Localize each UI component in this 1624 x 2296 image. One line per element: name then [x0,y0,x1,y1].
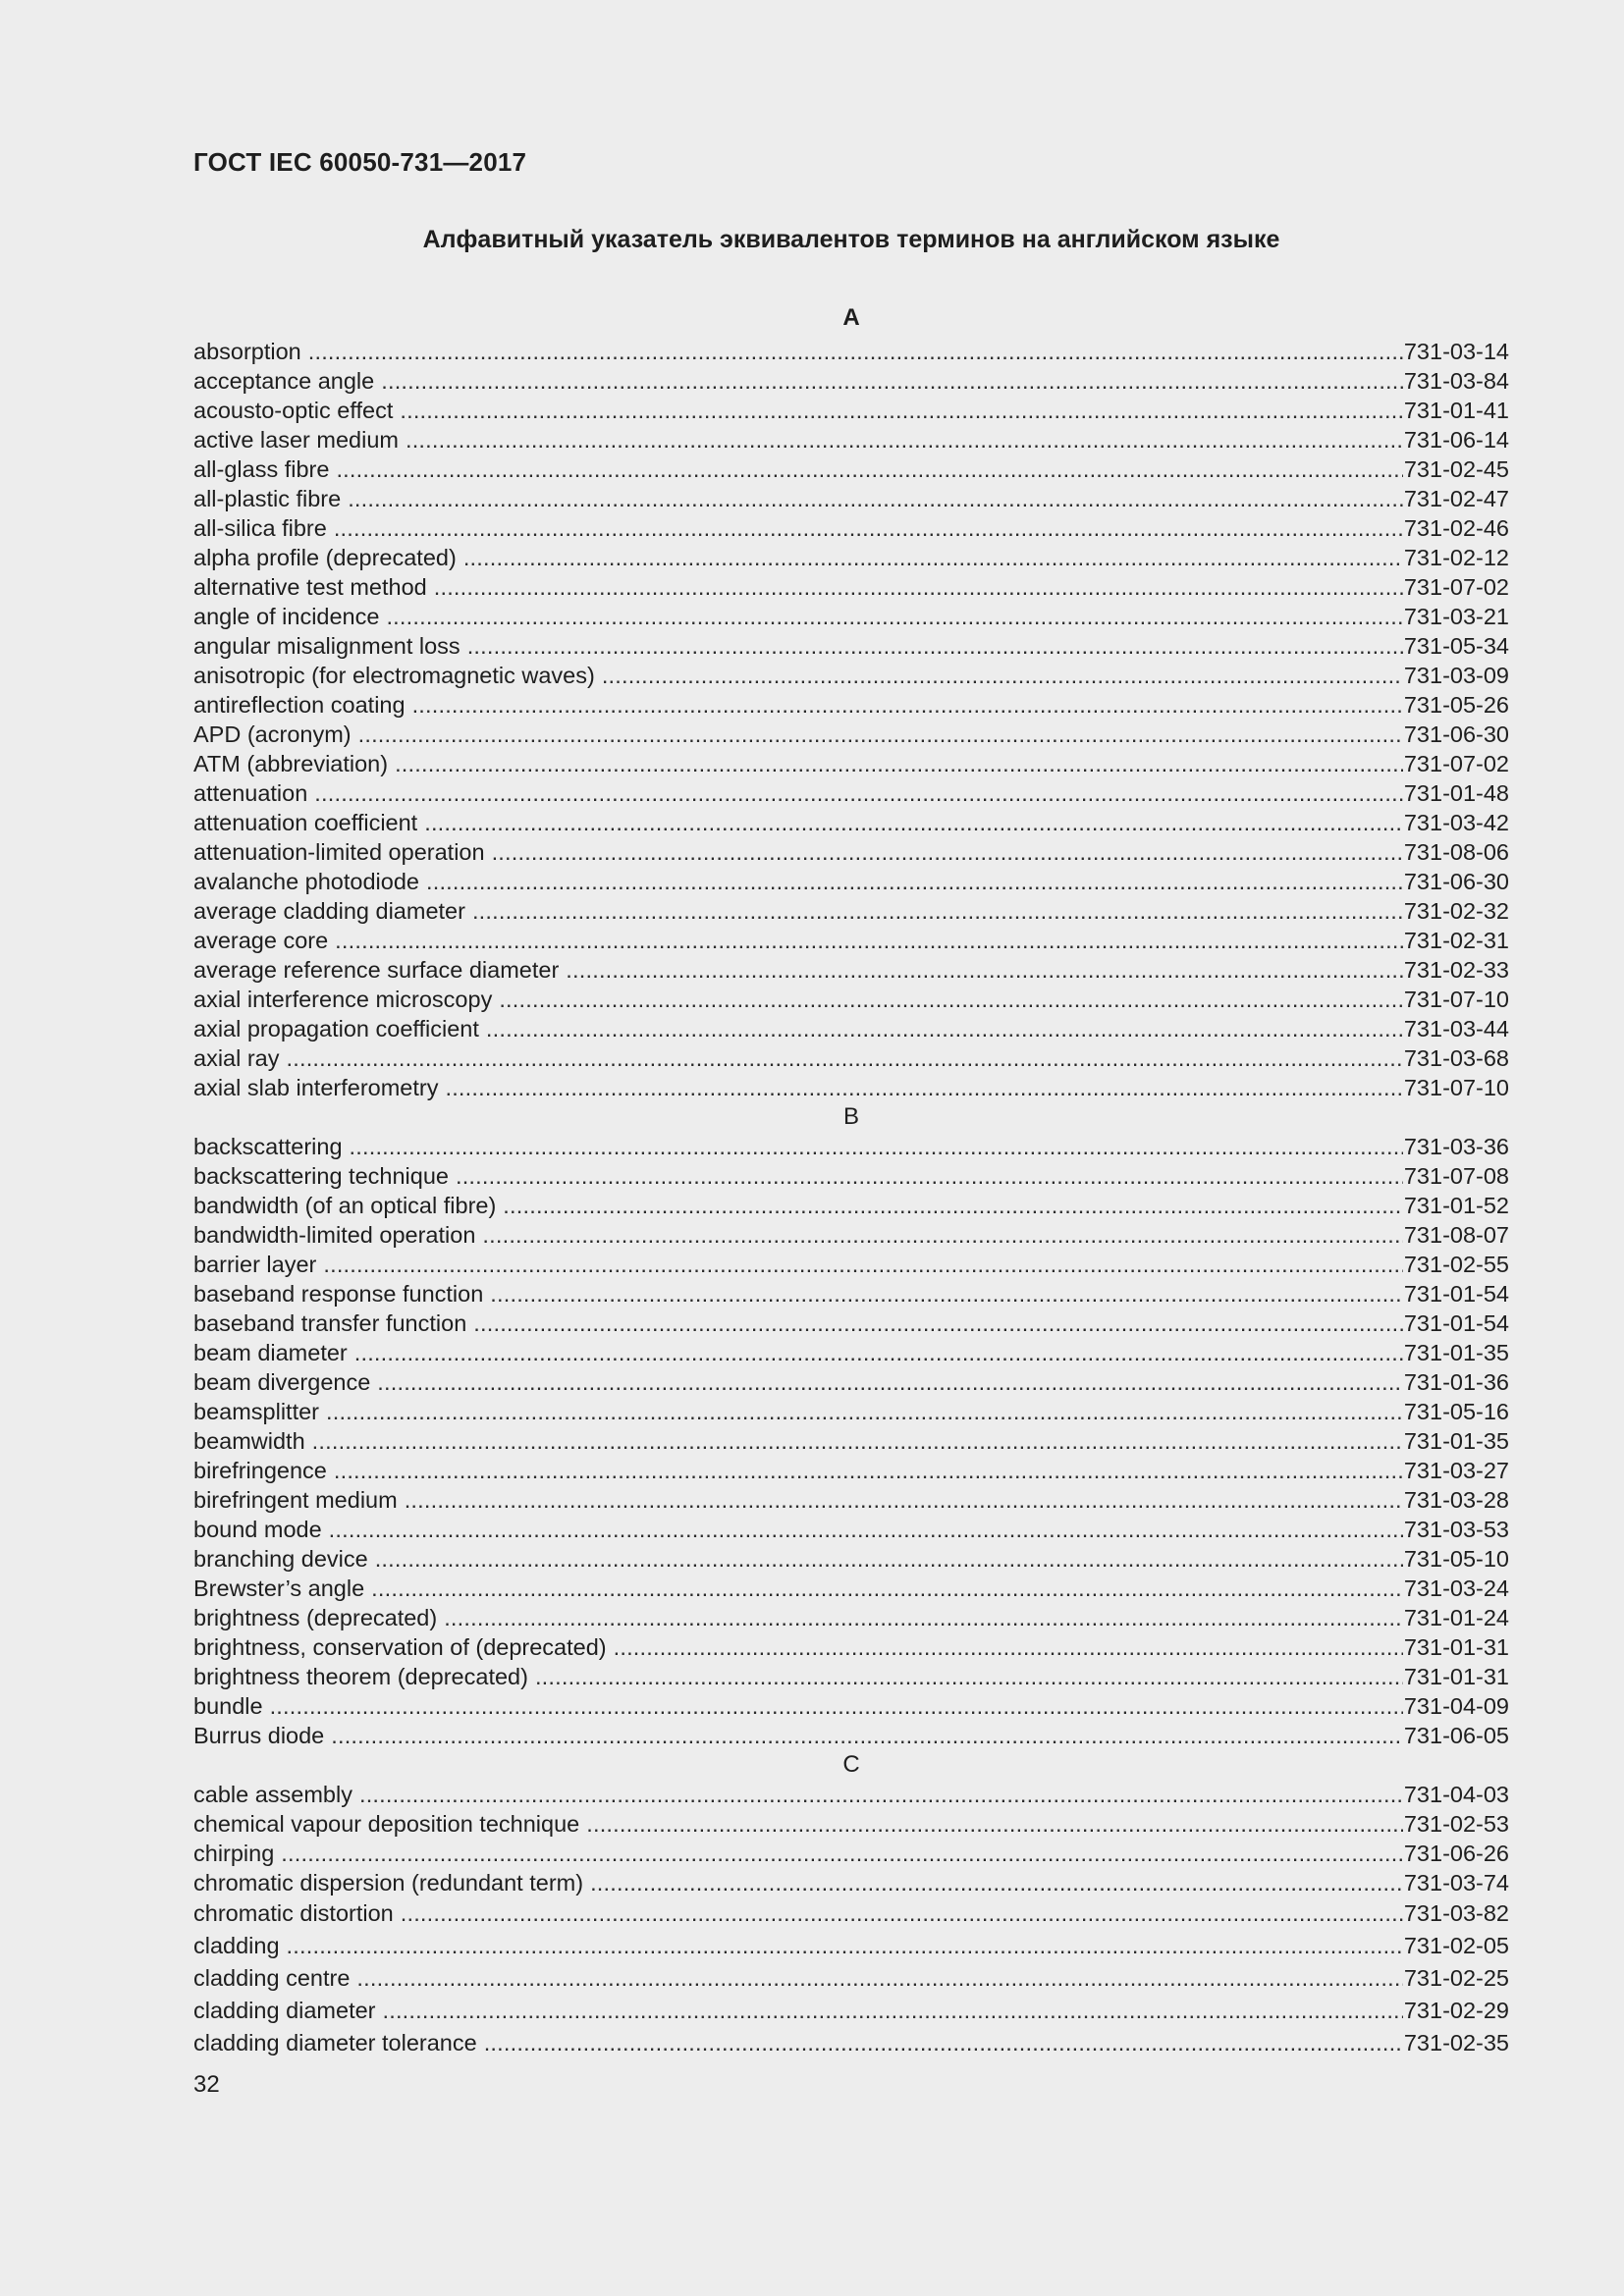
index-reference-number: 731-06-30 [1403,869,1509,894]
index-reference-number: 731-01-31 [1403,1634,1509,1660]
dot-leader [490,1279,1403,1308]
index-term: barrier layer [193,1252,317,1277]
dot-leader [395,749,1403,778]
index-reference-number: 731-05-16 [1403,1399,1509,1424]
index-term: axial slab interferometry [193,1075,439,1100]
index-entry [193,1962,1509,1995]
index-entry [193,1397,1509,1426]
index-reference-number: 731-02-31 [1403,928,1509,953]
index-reference-number: 731-06-14 [1403,427,1509,453]
index-reference-number: 731-01-54 [1403,1281,1509,1307]
dot-leader [473,1308,1403,1338]
index-term: average reference surface diameter [193,957,560,983]
letter-heading-a: A [842,304,860,331]
index-reference-number: 731-01-52 [1403,1193,1509,1218]
index-term: chromatic dispersion (redundant term) [193,1870,584,1896]
index-entry [193,778,1509,808]
dot-leader [602,661,1403,690]
dot-leader [314,778,1403,808]
index-term: axial propagation coefficient [193,1016,479,1041]
index-term: brightness theorem (deprecated) [193,1664,528,1689]
index-term: Burrus diode [193,1723,325,1748]
index-term: average core [193,928,329,953]
index-reference-number: 731-03-21 [1403,604,1509,629]
index-reference-number: 731-02-25 [1403,1965,1509,1991]
index-term: bandwidth (of an optical fibre) [193,1193,497,1218]
index-entry [193,1515,1509,1544]
index-term: active laser medium [193,427,399,453]
index-reference-number: 731-07-10 [1403,987,1509,1012]
index-entry [193,926,1509,955]
index-entry [193,1574,1509,1603]
index-term: bundle [193,1693,263,1719]
dot-leader [334,513,1403,543]
dot-leader [350,1132,1403,1161]
alphabetical-index [193,299,1509,2059]
dot-leader [359,1780,1403,1809]
index-reference-number: 731-08-07 [1403,1222,1509,1248]
index-term: Brewster’s angle [193,1575,365,1601]
index-entry [193,1995,1509,2027]
dot-leader [467,631,1403,661]
index-entry [193,1897,1509,1930]
index-reference-number: 731-06-05 [1403,1723,1509,1748]
index-entry [193,1868,1509,1897]
dot-leader [482,1220,1402,1250]
index-entry [193,631,1509,661]
index-reference-number: 731-03-28 [1403,1487,1509,1513]
index-entry [193,1250,1509,1279]
dot-leader [405,1485,1403,1515]
index-entry [193,1456,1509,1485]
dot-leader [503,1191,1403,1220]
index-entry [193,1220,1509,1250]
index-term: avalanche photodiode [193,869,419,894]
index-reference-number: 731-02-33 [1403,957,1509,983]
index-entry [193,543,1509,572]
index-term: baseband transfer function [193,1310,467,1336]
dot-leader [406,425,1403,454]
index-reference-number: 731-03-24 [1403,1575,1509,1601]
index-term: birefringent medium [193,1487,398,1513]
dot-leader [287,1043,1403,1073]
dot-leader [400,396,1403,425]
dot-leader [486,1014,1403,1043]
index-entry [193,1544,1509,1574]
dot-leader [270,1691,1403,1721]
index-term: cladding [193,1933,280,1958]
index-reference-number: 731-07-08 [1403,1163,1509,1189]
letter-heading-b: B [842,1103,859,1130]
index-title: Алфавитный указатель эквивалентов терминов на английском языке [422,226,1280,253]
dot-leader [472,896,1403,926]
index-term: baseband response function [193,1281,484,1307]
index-reference-number: 731-03-44 [1403,1016,1509,1041]
index-entry [193,808,1509,837]
index-reference-number: 731-02-32 [1403,898,1509,924]
dot-leader [412,690,1403,720]
index-term: brightness, conservation of (deprecated) [193,1634,607,1660]
index-reference-number: 731-06-30 [1403,721,1509,747]
dot-leader [348,484,1403,513]
index-reference-number: 731-07-10 [1403,1075,1509,1100]
index-entry [193,1632,1509,1662]
index-entry [193,1279,1509,1308]
dot-leader [386,602,1402,631]
index-term: beam diameter [193,1340,348,1365]
dot-leader [445,1073,1402,1102]
index-term: angle of incidence [193,604,380,629]
dot-leader [326,1397,1403,1426]
index-entry [193,749,1509,778]
index-entry [193,867,1509,896]
dot-leader [312,1426,1403,1456]
index-reference-number: 731-01-48 [1403,780,1509,806]
index-entry [193,1367,1509,1397]
dot-leader [331,1721,1403,1750]
index-term: ATM (abbreviation) [193,751,389,776]
dot-leader [377,1367,1403,1397]
index-term: acousto-optic effect [193,398,394,423]
index-entry [193,1721,1509,1750]
index-term: attenuation [193,780,308,806]
index-reference-number: 731-02-55 [1403,1252,1509,1277]
index-term: chromatic distortion [193,1900,394,1926]
index-entry [193,1809,1509,1839]
index-term: branching device [193,1546,368,1572]
index-term: backscattering [193,1134,343,1159]
index-term: absorption [193,339,301,364]
index-term: antireflection coating [193,692,406,718]
index-term: birefringence [193,1458,327,1483]
index-entry [193,1073,1509,1102]
index-entry [193,690,1509,720]
index-reference-number: 731-03-84 [1403,368,1509,394]
index-term: axial interference microscopy [193,987,493,1012]
index-entry [193,1191,1509,1220]
index-term: all-silica fibre [193,515,327,541]
index-term: chemical vapour deposition technique [193,1811,580,1837]
index-term: all-glass fibre [193,456,330,482]
index-reference-number: 731-02-12 [1403,545,1509,570]
index-entry [193,1780,1509,1809]
dot-leader [586,1809,1403,1839]
index-entry [193,1662,1509,1691]
dot-leader [287,1930,1403,1962]
index-entry [193,2027,1509,2059]
dot-leader [375,1544,1403,1574]
index-reference-number: 731-01-24 [1403,1605,1509,1630]
index-entry [193,896,1509,926]
dot-leader [590,1868,1403,1897]
dot-leader [354,1338,1403,1367]
index-reference-number: 731-07-02 [1403,574,1509,600]
index-reference-number: 731-05-10 [1403,1546,1509,1572]
index-entry [193,454,1509,484]
index-entry [193,661,1509,690]
index-reference-number: 731-03-74 [1403,1870,1509,1896]
index-reference-number: 731-01-54 [1403,1310,1509,1336]
index-term: alpha profile (deprecated) [193,545,457,570]
index-term: attenuation coefficient [193,810,418,835]
letter-heading-c: C [842,1751,860,1778]
index-term: angular misalignment loss [193,633,460,659]
index-term: alternative test method [193,574,427,600]
index-term: brightness (deprecated) [193,1605,438,1630]
dot-leader [336,454,1402,484]
index-term: beamwidth [193,1428,305,1454]
index-entry [193,720,1509,749]
dot-leader [323,1250,1402,1279]
index-entry [193,1338,1509,1367]
index-reference-number: 731-02-47 [1403,486,1509,511]
index-term: backscattering technique [193,1163,449,1189]
index-term: beam divergence [193,1369,371,1395]
index-reference-number: 731-04-03 [1403,1782,1509,1807]
index-reference-number: 731-03-68 [1403,1045,1509,1071]
dot-leader [281,1839,1403,1868]
index-term: attenuation-limited operation [193,839,485,865]
index-reference-number: 731-08-06 [1403,839,1509,865]
dot-leader [499,985,1403,1014]
index-reference-number: 731-03-27 [1403,1458,1509,1483]
index-entry [193,1603,1509,1632]
index-reference-number: 731-02-46 [1403,515,1509,541]
index-term: APD (acronym) [193,721,352,747]
dot-leader [434,572,1403,602]
dot-leader [456,1161,1403,1191]
index-term: cladding diameter tolerance [193,2030,477,2056]
index-reference-number: 731-01-36 [1403,1369,1509,1395]
index-reference-number: 731-01-35 [1403,1340,1509,1365]
index-entry [193,1132,1509,1161]
dot-leader [358,720,1403,749]
page-number: 32 [193,2071,220,2098]
index-term: bound mode [193,1517,322,1542]
index-entry [193,985,1509,1014]
index-reference-number: 731-03-42 [1403,810,1509,835]
index-reference-number: 731-02-29 [1403,1998,1509,2023]
dot-leader [371,1574,1403,1603]
index-reference-number: 731-01-35 [1403,1428,1509,1454]
dot-leader [383,1995,1403,2027]
index-reference-number: 731-05-26 [1403,692,1509,718]
index-entry [193,513,1509,543]
index-reference-number: 731-06-26 [1403,1841,1509,1866]
dot-leader [426,867,1403,896]
index-term: cladding centre [193,1965,351,1991]
index-term: cladding diameter [193,1998,376,2023]
index-entry [193,955,1509,985]
dot-leader [444,1603,1403,1632]
dot-leader [566,955,1403,985]
index-entry [193,602,1509,631]
index-entry [193,837,1509,867]
index-reference-number: 731-03-36 [1403,1134,1509,1159]
index-entry [193,1161,1509,1191]
index-entry [193,1839,1509,1868]
index-entry [193,366,1509,396]
dot-leader [329,1515,1403,1544]
dot-leader [463,543,1403,572]
index-term: bandwidth-limited operation [193,1222,476,1248]
index-entry [193,337,1509,366]
index-term: average cladding diameter [193,898,465,924]
index-reference-number: 731-03-14 [1403,339,1509,364]
dot-leader [401,1897,1403,1930]
index-entry [193,1308,1509,1338]
index-reference-number: 731-05-34 [1403,633,1509,659]
index-entry [193,1426,1509,1456]
index-reference-number: 731-04-09 [1403,1693,1509,1719]
index-term: beamsplitter [193,1399,319,1424]
index-entry [193,396,1509,425]
dot-leader [334,1456,1403,1485]
dot-leader [381,366,1403,396]
index-entry [193,1930,1509,1962]
index-reference-number: 731-01-31 [1403,1664,1509,1689]
dot-leader [335,926,1403,955]
dot-leader [492,837,1403,867]
dot-leader [535,1662,1403,1691]
index-entry [193,484,1509,513]
index-reference-number: 731-03-82 [1403,1900,1509,1926]
index-reference-number: 731-02-53 [1403,1811,1509,1837]
dot-leader [484,2027,1403,2059]
index-term: cable assembly [193,1782,352,1807]
index-term: axial ray [193,1045,280,1071]
index-entry [193,572,1509,602]
index-reference-number: 731-03-09 [1403,663,1509,688]
index-entry [193,1691,1509,1721]
index-term: anisotropic (for electromagnetic waves) [193,663,595,688]
dot-leader [356,1962,1402,1995]
document-code: ГОСТ IEC 60050-731—2017 [193,147,527,177]
index-entry [193,1485,1509,1515]
index-term: all-plastic fibre [193,486,342,511]
index-entry [193,425,1509,454]
index-entry [193,1043,1509,1073]
index-reference-number: 731-07-02 [1403,751,1509,776]
index-term: acceptance angle [193,368,375,394]
index-reference-number: 731-02-05 [1403,1933,1509,1958]
dot-leader [424,808,1403,837]
index-reference-number: 731-01-41 [1403,398,1509,423]
index-entry [193,1014,1509,1043]
index-term: chirping [193,1841,275,1866]
dot-leader [308,337,1403,366]
index-reference-number: 731-03-53 [1403,1517,1509,1542]
dot-leader [614,1632,1403,1662]
index-reference-number: 731-02-35 [1403,2030,1509,2056]
index-reference-number: 731-02-45 [1403,456,1509,482]
